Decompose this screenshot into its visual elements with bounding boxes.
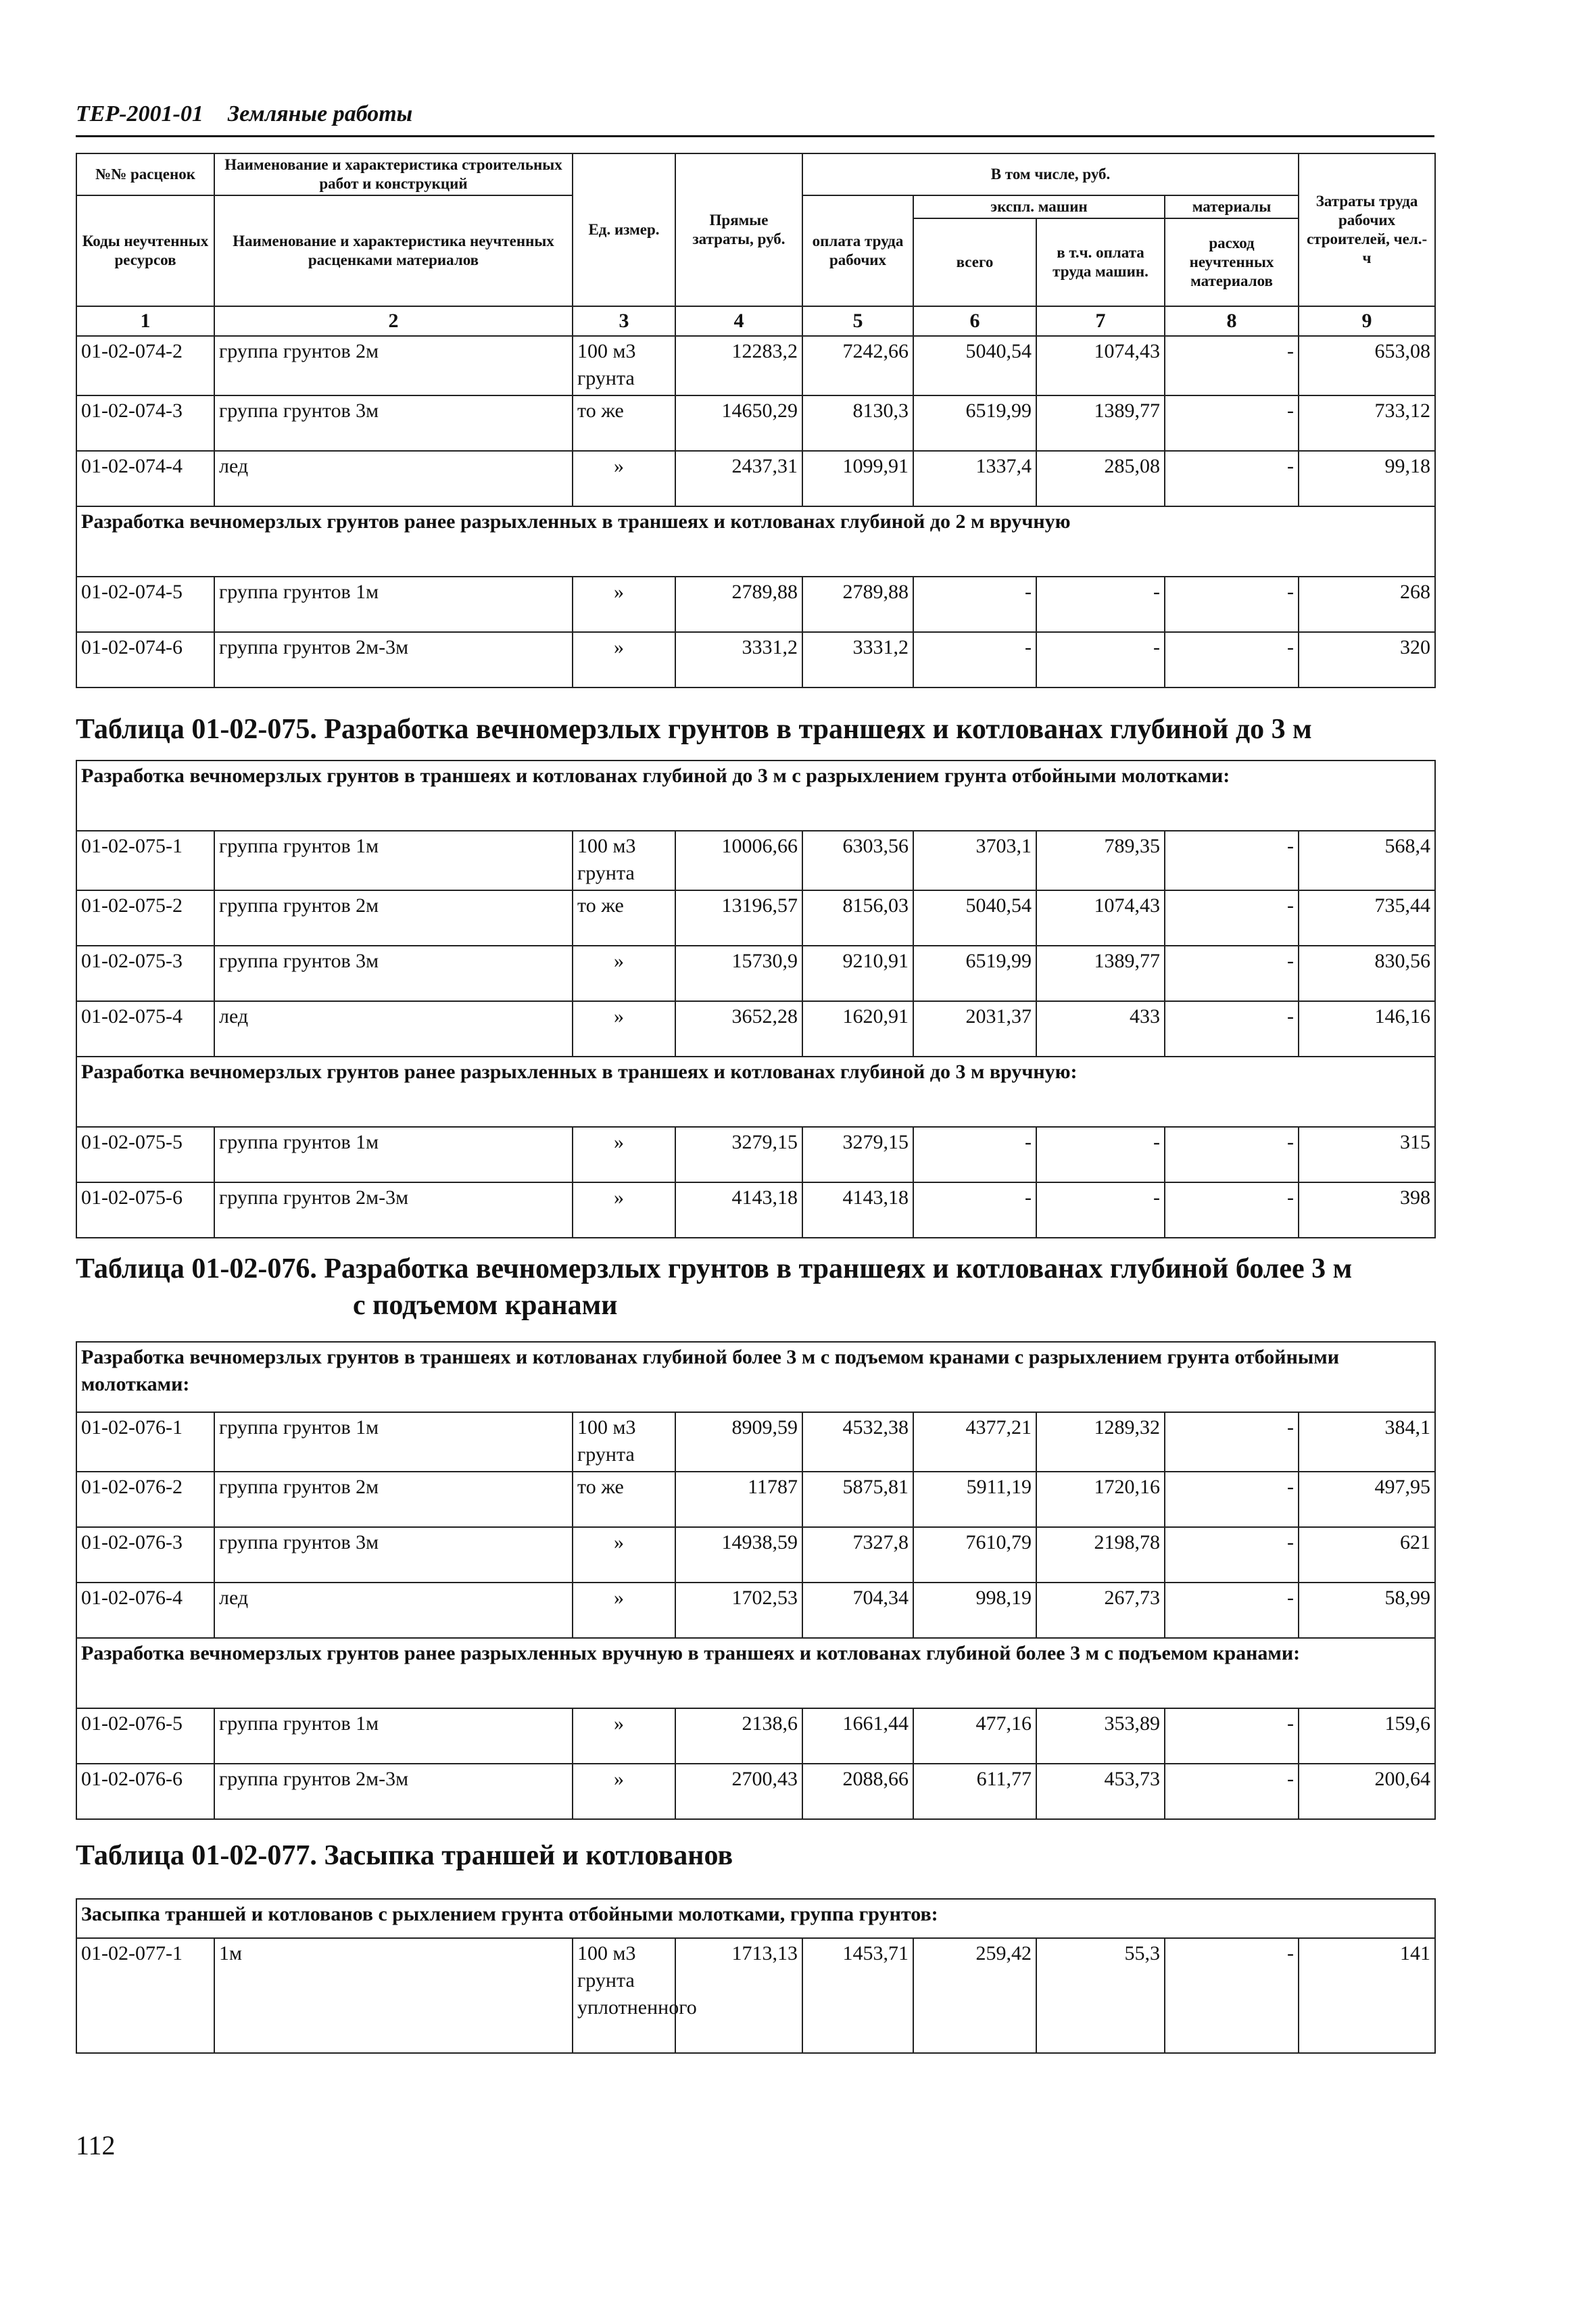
row-machines-total: -	[913, 577, 1036, 632]
row-machines-total: 4377,21	[913, 1412, 1036, 1472]
row-labor: 497,95	[1299, 1472, 1435, 1527]
row-labor: 398	[1299, 1182, 1435, 1238]
section-heading: Разработка вечномерзлых грунтов в траншеях и котлованах глубиной до 3 м с разрыхлением грунта отбойными молотками:	[76, 761, 1435, 831]
row-direct: 13196,57	[675, 890, 802, 946]
row-name: группа грунтов 3м	[214, 946, 573, 1001]
row-code: 01-02-075-1	[76, 831, 214, 890]
row-machines-pay: 353,89	[1036, 1708, 1165, 1764]
row-labor: 653,08	[1299, 336, 1435, 395]
row-machines-total: 2031,37	[913, 1001, 1036, 1057]
row-labor-pay: 7327,8	[802, 1527, 913, 1583]
row-materials: -	[1165, 1001, 1299, 1057]
row-direct: 2700,43	[675, 1764, 802, 1819]
column-number: 3	[573, 306, 675, 336]
table-074	[76, 153, 1436, 688]
table-row	[76, 632, 1435, 687]
row-labor: 735,44	[1299, 890, 1435, 946]
table-076-title	[76, 1251, 1352, 1324]
section-heading: Разработка вечномерзлых грунтов ранее разрыхленных в траншеях и котлованах глубиной до 3 м вручную:	[76, 1057, 1435, 1127]
section-heading: Разработка вечномерзлых грунтов в траншеях и котлованах глубиной более 3 м с подъемом кранами с разрыхлением грунта отбойными молотками:	[76, 1342, 1435, 1412]
section-row	[76, 1342, 1435, 1412]
row-unit: »	[573, 1127, 675, 1182]
row-materials: -	[1165, 1182, 1299, 1238]
row-labor-pay: 4532,38	[802, 1412, 913, 1472]
table-077-title: Таблица 01-02-077. Засыпка траншей и котлованов	[76, 1840, 733, 1871]
row-machines-total: 6519,99	[913, 946, 1036, 1001]
row-name: группа грунтов 1м	[214, 577, 573, 632]
row-name: группа грунтов 3м	[214, 395, 573, 451]
row-machines-pay: -	[1036, 632, 1165, 687]
row-machines-pay: 285,08	[1036, 451, 1165, 506]
row-machines-pay: 433	[1036, 1001, 1165, 1057]
row-labor: 159,6	[1299, 1708, 1435, 1764]
header-machines-pay: в т.ч. оплата труда машин.	[1036, 218, 1165, 306]
row-materials: -	[1165, 1127, 1299, 1182]
row-labor-pay: 3279,15	[802, 1127, 913, 1182]
row-machines-total: 3703,1	[913, 831, 1036, 890]
row-labor-pay: 1620,91	[802, 1001, 913, 1057]
row-labor: 384,1	[1299, 1412, 1435, 1472]
row-materials: -	[1165, 1412, 1299, 1472]
row-direct: 4143,18	[675, 1182, 802, 1238]
row-machines-total: -	[913, 1127, 1036, 1182]
row-name: группа грунтов 1м	[214, 1127, 573, 1182]
row-labor-pay: 3331,2	[802, 632, 913, 687]
section-heading: Разработка вечномерзлых грунтов ранее разрыхленных вручную в траншеях и котлованах глубиной более 3 м с подъемом кранами:	[76, 1638, 1435, 1708]
row-name: группа грунтов 2м	[214, 336, 573, 395]
row-labor: 320	[1299, 632, 1435, 687]
row-direct: 3279,15	[675, 1127, 802, 1182]
table-row	[76, 1127, 1435, 1182]
row-labor-pay: 6303,56	[802, 831, 913, 890]
row-labor: 200,64	[1299, 1764, 1435, 1819]
row-labor: 830,56	[1299, 946, 1435, 1001]
row-machines-total: 477,16	[913, 1708, 1036, 1764]
row-unit: 100 м3 грунта	[573, 336, 675, 395]
row-name: группа грунтов 1м	[214, 1412, 573, 1472]
row-name: группа грунтов 2м	[214, 1472, 573, 1527]
table-row	[76, 890, 1435, 946]
row-direct: 3331,2	[675, 632, 802, 687]
page-number: 112	[76, 2130, 116, 2161]
row-labor: 568,4	[1299, 831, 1435, 890]
row-direct: 2437,31	[675, 451, 802, 506]
table-076-title-line2: с подъемом кранами	[353, 1290, 618, 1321]
row-direct: 1702,53	[675, 1583, 802, 1638]
column-number: 2	[214, 306, 573, 336]
row-machines-total: -	[913, 632, 1036, 687]
row-labor-pay: 4143,18	[802, 1182, 913, 1238]
row-unit: »	[573, 1001, 675, 1057]
row-direct: 1713,13	[675, 1938, 802, 2053]
header-unit: Ед. измер.	[573, 153, 675, 306]
table-row	[76, 1583, 1435, 1638]
row-unit: то же	[573, 890, 675, 946]
column-number: 4	[675, 306, 802, 336]
table-row	[76, 451, 1435, 506]
table-row	[76, 1182, 1435, 1238]
row-machines-pay: 789,35	[1036, 831, 1165, 890]
column-number: 9	[1299, 306, 1435, 336]
row-labor-pay: 9210,91	[802, 946, 913, 1001]
section-row	[76, 761, 1435, 831]
table-row	[76, 1938, 1435, 2053]
row-code: 01-02-076-2	[76, 1472, 214, 1527]
row-labor: 141	[1299, 1938, 1435, 2053]
row-machines-total: 5040,54	[913, 336, 1036, 395]
row-unit: »	[573, 1527, 675, 1583]
section-heading: Разработка вечномерзлых грунтов ранее разрыхленных в траншеях и котлованах глубиной до 2 м вручную	[76, 506, 1435, 577]
row-labor: 268	[1299, 577, 1435, 632]
row-code: 01-02-075-4	[76, 1001, 214, 1057]
row-materials: -	[1165, 1764, 1299, 1819]
header-direct: Прямые затраты, руб.	[675, 153, 802, 306]
row-materials: -	[1165, 946, 1299, 1001]
table-row	[76, 1412, 1435, 1472]
row-materials: -	[1165, 577, 1299, 632]
row-name: лед	[214, 1001, 573, 1057]
table-075	[76, 760, 1436, 1238]
row-unit: »	[573, 577, 675, 632]
row-labor-pay: 8156,03	[802, 890, 913, 946]
row-machines-pay: -	[1036, 1182, 1165, 1238]
table-row	[76, 1708, 1435, 1764]
header-code-bottom: Коды неучтенных ресурсов	[76, 195, 214, 306]
row-labor-pay: 8130,3	[802, 395, 913, 451]
row-code: 01-02-077-1	[76, 1938, 214, 2053]
row-code: 01-02-074-4	[76, 451, 214, 506]
row-labor-pay: 5875,81	[802, 1472, 913, 1527]
row-name: группа грунтов 3м	[214, 1527, 573, 1583]
section-row	[76, 1638, 1435, 1708]
row-code: 01-02-076-4	[76, 1583, 214, 1638]
table-077	[76, 1898, 1436, 2054]
row-machines-total: 611,77	[913, 1764, 1036, 1819]
table-075-title: Таблица 01-02-075. Разработка вечномерзлых грунтов в траншеях и котлованах глубиной до 3 м	[76, 714, 1312, 745]
running-head-rule	[76, 135, 1434, 137]
header-column-numbers	[76, 306, 1435, 336]
table-row	[76, 1527, 1435, 1583]
section-row	[76, 1899, 1435, 1938]
row-machines-total: 998,19	[913, 1583, 1036, 1638]
row-materials: -	[1165, 632, 1299, 687]
row-name: группа грунтов 1м	[214, 1708, 573, 1764]
row-unit: то же	[573, 395, 675, 451]
row-machines-pay: 1074,43	[1036, 336, 1165, 395]
row-labor: 58,99	[1299, 1583, 1435, 1638]
row-labor-pay: 1453,71	[802, 1938, 913, 2053]
header-machines-total: всего	[913, 218, 1036, 306]
header-materials-use: расход неучтенных материалов	[1165, 218, 1299, 306]
row-unit: то же	[573, 1472, 675, 1527]
running-head-code: ТЕР-2001-01	[76, 101, 203, 126]
row-unit: »	[573, 632, 675, 687]
row-code: 01-02-074-6	[76, 632, 214, 687]
row-materials: -	[1165, 1527, 1299, 1583]
row-materials: -	[1165, 1938, 1299, 2053]
header-including: В том числе, руб.	[802, 153, 1299, 195]
row-labor-pay: 2088,66	[802, 1764, 913, 1819]
section-row	[76, 506, 1435, 577]
row-machines-pay: 2198,78	[1036, 1527, 1165, 1583]
table-076	[76, 1341, 1436, 1820]
row-materials: -	[1165, 336, 1299, 395]
row-code: 01-02-074-3	[76, 395, 214, 451]
row-labor-pay: 2789,88	[802, 577, 913, 632]
header-code-top: №№ расценок	[76, 153, 214, 195]
row-code: 01-02-076-1	[76, 1412, 214, 1472]
row-code: 01-02-075-3	[76, 946, 214, 1001]
row-labor: 315	[1299, 1127, 1435, 1182]
row-unit: »	[573, 946, 675, 1001]
row-code: 01-02-075-5	[76, 1127, 214, 1182]
row-machines-pay: 1074,43	[1036, 890, 1165, 946]
row-materials: -	[1165, 1472, 1299, 1527]
row-unit: »	[573, 1583, 675, 1638]
row-materials: -	[1165, 1708, 1299, 1764]
row-code: 01-02-075-6	[76, 1182, 214, 1238]
column-number: 6	[913, 306, 1036, 336]
row-materials: -	[1165, 831, 1299, 890]
row-name: группа грунтов 2м-3м	[214, 1764, 573, 1819]
row-direct: 14938,59	[675, 1527, 802, 1583]
row-machines-pay: 453,73	[1036, 1764, 1165, 1819]
table-row	[76, 946, 1435, 1001]
table-row	[76, 831, 1435, 890]
row-machines-total: 5040,54	[913, 890, 1036, 946]
row-machines-pay: 267,73	[1036, 1583, 1165, 1638]
row-code: 01-02-074-5	[76, 577, 214, 632]
row-machines-total: 7610,79	[913, 1527, 1036, 1583]
row-labor: 733,12	[1299, 395, 1435, 451]
column-number: 7	[1036, 306, 1165, 336]
row-machines-total: 6519,99	[913, 395, 1036, 451]
table-row	[76, 1764, 1435, 1819]
row-name: группа грунтов 2м-3м	[214, 632, 573, 687]
row-direct: 3652,28	[675, 1001, 802, 1057]
row-name: группа грунтов 1м	[214, 831, 573, 890]
row-code: 01-02-076-3	[76, 1527, 214, 1583]
row-labor-pay: 704,34	[802, 1583, 913, 1638]
row-materials: -	[1165, 890, 1299, 946]
row-machines-total: -	[913, 1182, 1036, 1238]
row-unit: »	[573, 451, 675, 506]
row-materials: -	[1165, 395, 1299, 451]
row-labor: 99,18	[1299, 451, 1435, 506]
section-row	[76, 1057, 1435, 1127]
row-code: 01-02-075-2	[76, 890, 214, 946]
running-head	[76, 101, 412, 127]
row-machines-total: 5911,19	[913, 1472, 1036, 1527]
row-direct: 14650,29	[675, 395, 802, 451]
section-heading: Засыпка траншей и котлованов с рыхлением грунта отбойными молотками, группа грунтов:	[76, 1899, 1435, 1938]
row-direct: 12283,2	[675, 336, 802, 395]
running-head-section: Земляные работы	[227, 101, 413, 126]
row-direct: 10006,66	[675, 831, 802, 890]
row-name: лед	[214, 451, 573, 506]
header-name-bottom: Наименование и характеристика неучтенных расценками материалов	[214, 195, 573, 306]
row-name: 1м	[214, 1938, 573, 2053]
row-machines-pay: 1389,77	[1036, 395, 1165, 451]
table-row	[76, 336, 1435, 395]
row-materials: -	[1165, 451, 1299, 506]
row-materials: -	[1165, 1583, 1299, 1638]
column-number: 5	[802, 306, 913, 336]
row-code: 01-02-076-6	[76, 1764, 214, 1819]
header-materials: материалы	[1165, 195, 1299, 218]
row-code: 01-02-076-5	[76, 1708, 214, 1764]
table-row	[76, 1472, 1435, 1527]
table-076-title-line1: Таблица 01-02-076. Разработка вечномерзлых грунтов в траншеях и котлованах глубиной более 3 м	[76, 1253, 1353, 1284]
header-labor: Затраты труда рабочих строителей, чел.-ч	[1299, 153, 1435, 306]
row-direct: 11787	[675, 1472, 802, 1527]
row-name: группа грунтов 2м-3м	[214, 1182, 573, 1238]
row-machines-pay: 1389,77	[1036, 946, 1165, 1001]
row-machines-total: 259,42	[913, 1938, 1036, 2053]
row-labor-pay: 1661,44	[802, 1708, 913, 1764]
row-direct: 2789,88	[675, 577, 802, 632]
header-name-top: Наименование и характеристика строительных работ и конструкций	[214, 153, 573, 195]
row-labor: 621	[1299, 1527, 1435, 1583]
column-number: 1	[76, 306, 214, 336]
row-unit: »	[573, 1764, 675, 1819]
row-direct: 2138,6	[675, 1708, 802, 1764]
row-machines-pay: 1289,32	[1036, 1412, 1165, 1472]
row-unit: 100 м3 грунта	[573, 831, 675, 890]
row-labor-pay: 1099,91	[802, 451, 913, 506]
row-direct: 15730,9	[675, 946, 802, 1001]
header-labor-pay: оплата труда рабочих	[802, 195, 913, 306]
row-code: 01-02-074-2	[76, 336, 214, 395]
row-unit: 100 м3 грунта уплотненного	[573, 1938, 675, 2053]
header-machines: экспл. машин	[913, 195, 1165, 218]
table-row	[76, 577, 1435, 632]
row-machines-pay: -	[1036, 1127, 1165, 1182]
row-direct: 8909,59	[675, 1412, 802, 1472]
row-unit: »	[573, 1182, 675, 1238]
row-machines-pay: -	[1036, 577, 1165, 632]
table-row	[76, 1001, 1435, 1057]
row-labor-pay: 7242,66	[802, 336, 913, 395]
row-name: группа грунтов 2м	[214, 890, 573, 946]
row-machines-pay: 1720,16	[1036, 1472, 1165, 1527]
table-row	[76, 395, 1435, 451]
header-row-1	[76, 153, 1435, 195]
row-name: лед	[214, 1583, 573, 1638]
row-machines-pay: 55,3	[1036, 1938, 1165, 2053]
row-unit: »	[573, 1708, 675, 1764]
row-machines-total: 1337,4	[913, 451, 1036, 506]
row-labor: 146,16	[1299, 1001, 1435, 1057]
row-unit: 100 м3 грунта	[573, 1412, 675, 1472]
column-number: 8	[1165, 306, 1299, 336]
